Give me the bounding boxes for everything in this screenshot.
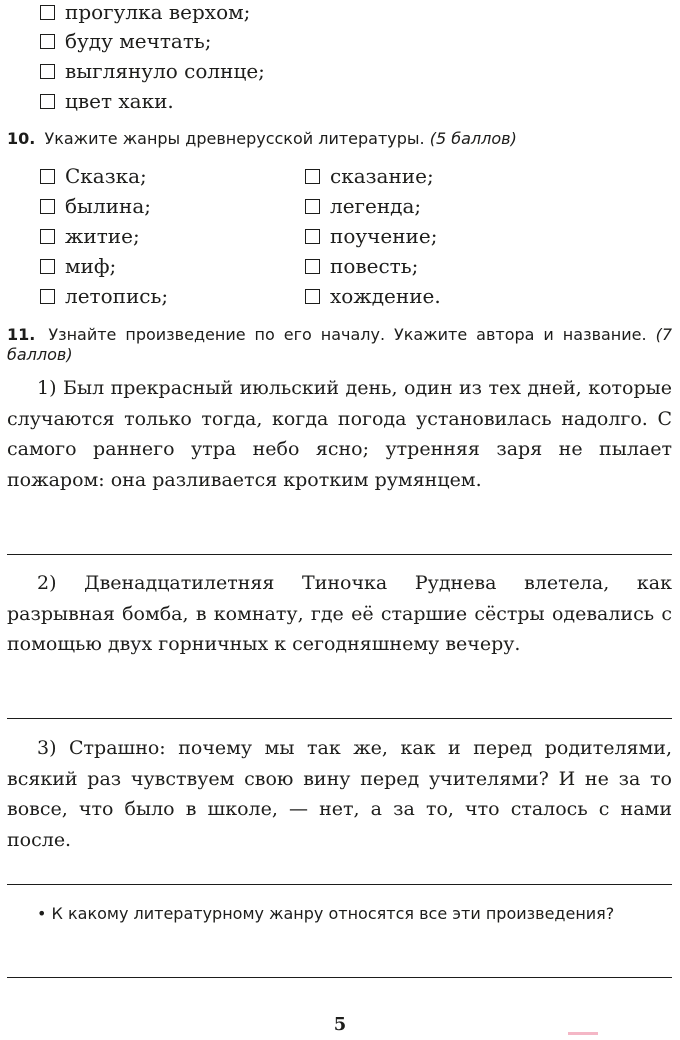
answer-line-4[interactable] bbox=[7, 977, 672, 978]
option-label: житие; bbox=[65, 224, 140, 248]
option-label: поучение; bbox=[330, 224, 438, 248]
option-label: буду мечтать; bbox=[65, 29, 212, 53]
option-label: повесть; bbox=[330, 254, 419, 278]
checkbox[interactable] bbox=[40, 259, 55, 274]
checkbox[interactable] bbox=[305, 229, 320, 244]
checkbox[interactable] bbox=[40, 64, 55, 79]
checkbox[interactable] bbox=[305, 169, 320, 184]
passage-1: 1) Был прекрасный июльский день, один из тех дней, которые случаются только тогда, когда погода установилась надолго. С самого раннего утра небо ясно; утренняя заря не пылает пожаром: она разливается кротким румянцем. bbox=[7, 377, 672, 491]
task-11-heading bbox=[7, 325, 672, 365]
answer-line-1[interactable] bbox=[7, 554, 672, 555]
option-item[interactable] bbox=[40, 59, 265, 83]
answer-line-3[interactable] bbox=[7, 884, 672, 885]
option-label: хождение. bbox=[330, 284, 441, 308]
genre-option[interactable] bbox=[40, 254, 116, 278]
genre-option[interactable] bbox=[305, 254, 418, 278]
option-item[interactable] bbox=[40, 89, 174, 113]
task-10-heading bbox=[7, 129, 672, 149]
option-label: прогулка верхом; bbox=[65, 0, 251, 24]
checkbox[interactable] bbox=[40, 169, 55, 184]
genre-option[interactable] bbox=[40, 284, 168, 308]
checkbox[interactable] bbox=[40, 289, 55, 304]
option-label: легенда; bbox=[330, 194, 422, 218]
option-label: цвет хаки. bbox=[65, 89, 174, 113]
checkbox[interactable] bbox=[40, 5, 55, 20]
genre-option[interactable] bbox=[40, 164, 147, 188]
option-item[interactable] bbox=[40, 29, 212, 53]
genre-option[interactable] bbox=[305, 194, 421, 218]
checkbox[interactable] bbox=[40, 34, 55, 49]
option-item[interactable] bbox=[40, 0, 250, 24]
genre-option[interactable] bbox=[305, 284, 441, 308]
option-label: летопись; bbox=[65, 284, 169, 308]
task-points: (7 баллов) bbox=[7, 325, 672, 364]
task-text: Укажите жанры древнерусской литературы. bbox=[44, 129, 425, 148]
passage-3: 3) Страшно: почему мы так же, как и перед родителями, всякий раз чувствуем свою вину перед учителями? И не за то вовсе, что было в школе, — нет, а за то, что сталось с нами после. bbox=[7, 737, 672, 851]
checkbox[interactable] bbox=[305, 289, 320, 304]
task-points: (5 баллов) bbox=[429, 129, 517, 148]
genre-option[interactable] bbox=[305, 164, 434, 188]
task-number: 11. bbox=[7, 325, 36, 344]
genre-option[interactable] bbox=[40, 224, 140, 248]
option-label: сказание; bbox=[330, 164, 434, 188]
checkbox[interactable] bbox=[40, 199, 55, 214]
print-mark bbox=[568, 1032, 598, 1035]
option-label: выглянуло солнце; bbox=[65, 59, 265, 83]
task-text: Узнайте произведение по его началу. Укажите автора и название. bbox=[48, 325, 647, 344]
checkbox[interactable] bbox=[305, 199, 320, 214]
page-number: 5 bbox=[333, 1014, 347, 1035]
genre-question: • К какому литературному жанру относятся все эти произведения? bbox=[37, 904, 615, 923]
checkbox[interactable] bbox=[305, 259, 320, 274]
checkbox[interactable] bbox=[40, 94, 55, 109]
checkbox[interactable] bbox=[40, 229, 55, 244]
genre-option[interactable] bbox=[305, 224, 437, 248]
option-label: Сказка; bbox=[65, 164, 147, 188]
passage-2: 2) Двенадцатилетняя Тиночка Руднева влетела, как разрывная бомба, в комнату, где её старшие сёстры одевались с помощью двух горничных к сегодняшнему вечеру. bbox=[7, 572, 672, 655]
answer-line-2[interactable] bbox=[7, 718, 672, 719]
genre-option[interactable] bbox=[40, 194, 151, 218]
option-label: миф; bbox=[65, 254, 117, 278]
option-label: былина; bbox=[65, 194, 151, 218]
task-number: 10. bbox=[7, 129, 36, 148]
